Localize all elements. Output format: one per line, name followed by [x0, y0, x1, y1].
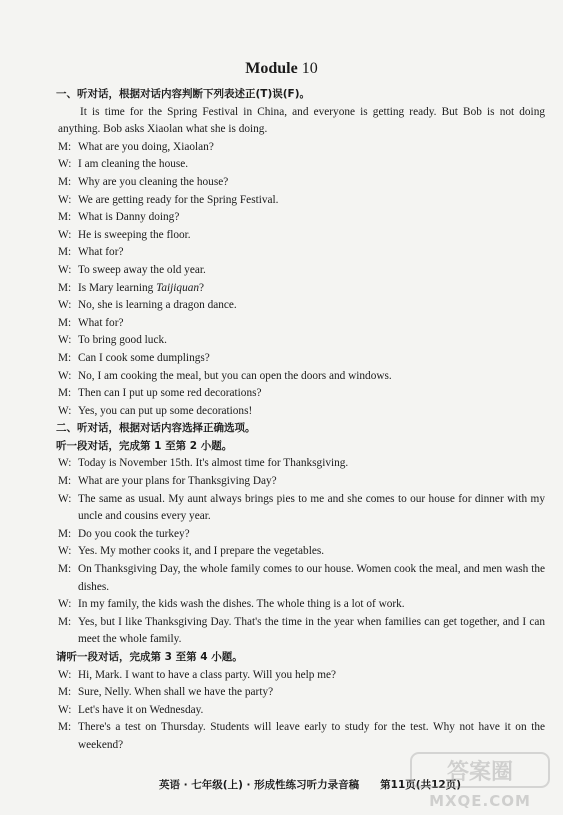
dialogue-text: What is Danny doing? [78, 211, 180, 224]
dialogue-line [58, 297, 545, 315]
section-2-part-2-dialogue [58, 667, 545, 755]
dialogue-text: No, I am cooking the meal, but you can open the doors and windows. [78, 369, 392, 382]
speaker-label: M: [58, 281, 72, 294]
dialogue-line [58, 596, 545, 614]
speaker-label: M: [58, 246, 72, 259]
speaker-label: M: [58, 316, 72, 329]
dialogue-text: He is sweeping the floor. [78, 228, 191, 241]
dialogue-text: What for? [78, 246, 124, 259]
watermark-top-text: 答案圈 [446, 760, 514, 785]
section-2-heading: 二、听对话，根据对话内容选择正确选项。 [56, 422, 256, 435]
section-1-dialogue [58, 139, 545, 421]
speaker-label: W: [58, 193, 72, 206]
dialogue-text: Do you cook the turkey? [78, 527, 190, 540]
dialogue-text: I am cleaning the house. [78, 158, 189, 171]
dialogue-text: Yes. My mother cooks it, and I prepare the vegetables. [78, 545, 325, 558]
dialogue-text: Then can I put up some red decorations? [78, 387, 262, 400]
dialogue-line [58, 280, 545, 298]
speaker-label: W: [58, 668, 72, 681]
dialogue-text-part: Is Mary learning [78, 281, 157, 294]
speaker-label: M: [58, 175, 72, 188]
watermark-logo [405, 749, 555, 811]
section-1-intro: It is time for the Spring Festival in China, and everyone is getting ready. But Bob is not doing anything. Bob asks Xiaolan what she is doing. [58, 105, 545, 136]
dialogue-text: On Thanksgiving Day, the whole family comes to our house. Women cook the meal, and men wash the dishes. [78, 563, 545, 593]
dialogue-text: The same as usual. My aunt always brings pies to me and she comes to our house for dinner with my uncle and cousins every year. [78, 492, 545, 523]
dialogue-line [58, 702, 545, 720]
dialogue-text-part: ? [199, 281, 205, 294]
page-title [58, 58, 545, 80]
dialogue-line [58, 315, 545, 333]
dialogue-line [58, 244, 545, 262]
dialogue-text: There's a test on Thursday. Students will leave early to study for the test. Why not have it on the weekend? [78, 721, 545, 751]
dialogue-text: Why are you cleaning the house? [78, 175, 229, 188]
section-2-part-2-heading: 请听一段对话，完成第 3 至第 4 小题。 [56, 651, 243, 663]
speaker-label: W: [58, 263, 72, 276]
speaker-label: M: [58, 351, 72, 364]
dialogue-line [58, 614, 545, 649]
dialogue-line [58, 368, 545, 386]
dialogue-text: Let's have it on Wednesday. [78, 703, 204, 716]
dialogue-line [58, 684, 545, 702]
dialogue-line [58, 667, 545, 685]
dialogue-text-italic: Taijiquan [156, 281, 200, 294]
dialogue-text: Sure, Nelly. When shall we have the party? [78, 686, 274, 699]
dialogue-line [58, 227, 545, 245]
dialogue-text [78, 280, 545, 298]
dialogue-text: Hi, Mark. I want to have a class party. Will you help me? [78, 668, 337, 681]
speaker-label: M: [58, 563, 72, 576]
dialogue-line [58, 192, 545, 210]
dialogue-line [58, 174, 545, 192]
speaker-label: M: [58, 686, 72, 699]
speaker-label: W: [58, 598, 72, 611]
dialogue-line [58, 350, 545, 368]
dialogue-text: What are you doing, Xiaolan? [78, 140, 214, 153]
speaker-label: W: [58, 228, 72, 241]
speaker-label: W: [58, 404, 72, 417]
speaker-label: W: [58, 545, 72, 558]
dialogue-line [58, 139, 545, 157]
speaker-label: M: [58, 615, 72, 628]
dialogue-line [58, 526, 545, 544]
page-footer: 英语 · 七年级(上) · 形成性练习听力录音稿 第11页(共12页) [158, 779, 462, 791]
dialogue-line [58, 403, 545, 421]
dialogue-text: Yes, you can put up some decorations! [78, 404, 253, 417]
dialogue-line [58, 473, 545, 491]
title-word: Module [245, 60, 298, 77]
watermark-bottom-text: MXQE.COM [429, 792, 531, 810]
dialogue-line [58, 455, 545, 473]
speaker-label: W: [58, 369, 72, 382]
dialogue-text: What for? [78, 316, 124, 329]
dialogue-line [58, 543, 545, 561]
speaker-label: W: [58, 158, 72, 171]
section-2-part-1-dialogue [58, 455, 545, 649]
dialogue-text: To bring good luck. [78, 334, 167, 347]
speaker-label: W: [58, 703, 72, 716]
dialogue-line [58, 561, 545, 596]
dialogue-text: Can I cook some dumplings? [78, 351, 210, 364]
speaker-label: W: [58, 492, 72, 505]
dialogue-text: To sweep away the old year. [78, 263, 206, 276]
speaker-label: W: [58, 457, 72, 470]
dialogue-text: What are your plans for Thanksgiving Day? [78, 475, 277, 488]
dialogue-text: No, she is learning a dragon dance. [78, 299, 237, 312]
dialogue-line [58, 156, 545, 174]
dialogue-line [58, 209, 545, 227]
dialogue-text: In my family, the kids wash the dishes. The whole thing is a lot of work. [78, 598, 405, 611]
speaker-label: M: [58, 721, 72, 734]
section-2-part-1-heading: 听一段对话，完成第 1 至第 2 小题。 [56, 439, 233, 452]
dialogue-line [58, 262, 545, 280]
speaker-label: W: [58, 299, 72, 312]
speaker-label: M: [58, 475, 72, 488]
speaker-label: M: [58, 211, 72, 224]
dialogue-text: Yes, but I like Thanksgiving Day. That's the time in the year when families can get together, and I can meet the whole family. [78, 615, 545, 646]
dialogue-text: We are getting ready for the Spring Festival. [78, 193, 279, 206]
speaker-label: M: [58, 387, 72, 400]
speaker-label: W: [58, 334, 72, 347]
dialogue-line [58, 385, 545, 403]
title-number: 10 [301, 60, 318, 77]
dialogue-line [58, 332, 545, 350]
dialogue-text: Today is November 15th. It's almost time for Thanksgiving. [78, 457, 349, 470]
speaker-label: M: [58, 527, 72, 540]
section-1-heading: 一、听对话，根据对话内容判断下列表述正(T)误(F)。 [56, 88, 311, 100]
dialogue-line [58, 491, 545, 526]
speaker-label: M: [58, 140, 72, 153]
